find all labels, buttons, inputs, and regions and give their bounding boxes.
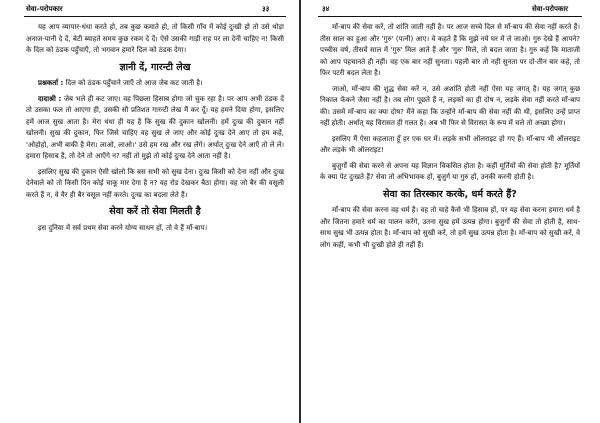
answer-text: जेब भले ही कट जाए। वह पिछला हिसाब होगा जो चुक रहा है। पर आप अभी ठंडक दें तो उसका फल तो आएगा ही, उसकी सौ प्रतिशत गारन्टी लेख मैं कर दूँ। यह हमने दिया होगा, इसलिए हमें आज सुख आता है। मेरा धंधा ही यह है कि सुख की दुकान खोलनी। हमें दुःख की दुकान नहीं खोलनी। सुख की दुकान, फिर जिसे चाहिए वह सुख ले जाए और कोई दुःख देने आए तो हम कहें, 'ओहोहो, अभी बाकी है मेरा। लाओ, लाओ।' उसे हम रख और रख लेंगे। अर्थात् दुःख देने आएँ तो ले लें। हमारा हिसाब है, तो देने तो आएँगे न? नहीं तो मुझे तो कोई दुःख देने आता नहीं है। xyxy=(26,94,284,160)
answer-paragraph xyxy=(26,94,284,163)
paragraph: माँ-बाप की सेवा करना वह धर्म है। वह तो चाहे कैसे भी हिसाब हों, पर यह सेवा करना हमारा धर्म है और जितना हमारे धर्म का पालन करेंगे, उतना सुख हमें उत्पन्न होगा। बुजुर्गों की सेवा तो होती है, साथ-साथ सुख भी उत्पन्न होता है। माँ-बाप को सुखी करें, तो हमें सुख उत्पन्न होता है। माँ-बाप को सुखी करें, वे लोग कहीं, कभी भी दुःखी होते ही नहीं हैं। xyxy=(320,206,580,249)
header-rule xyxy=(318,16,582,17)
section-heading: ज्ञानी दें, गारन्टी लेख xyxy=(119,61,191,73)
section-heading: सेवा का तिरस्कार करके, धर्म करते हैं? xyxy=(383,188,517,200)
paragraph: यह आप व्यापार-धंधा करते हो, तब कुछ कमाते हो, तो किसी गाँव में कोई दुःखी हो तो उसे थोड़ा अनाज-पानी दे दें, बेटी ब्याहते समय कुछ रकम दे दें। ऐसे उसकी गाड़ी राह पर ला देनी चाहिए न! किसी के दिल को ठंडक पहुँचाएँ, तो भगवान हमारे दिल को ठंडक देगा। xyxy=(26,23,284,54)
page-number: ३४ xyxy=(322,5,330,13)
paragraph: जाओ, माँ-बाप की शुद्ध सेवा करें न, उसे अशांति होती नहीं ऐसा यह जगत् है। यह जगत् कुछ निकाल फेंकने जैसा नहीं है। तब लोग पूछते हैं न, लड़कों का ही दोष न, लड़के सेवा नहीं करते माँ-बाप की। उसमें माँ-बाप का क्या दोष? मैंने कहा कि उन्होंने माँ-बाप की सेवा नहीं की थी, इसलिए उन्हें प्राप्त नहीं होती। अर्थात् यह विरासत ही गलत है। अब भी फिर से विरासत के रूप में चले तो अच्छा होगा। xyxy=(320,84,580,127)
speaker-label: प्रश्नकर्ता : xyxy=(38,79,64,87)
question-paragraph xyxy=(26,78,284,90)
paragraph: माँ-बाप की सेवा करें, तो शांति जाती नहीं है। पर आज सच्चे दिल से माँ-बाप की सेवा नहीं करते हैं। तीस साल का हुआ और 'गुरु' (पत्नी) आए। वे कहते हैं कि मुझे नये घर में ले जाओ। गुरु देखे हैं आपने? पच्चीस वर्ष, तीसवें साल में 'गुरु' मिल आते हैं और 'गुरु' मिले, तो बदल जाता है। गुरु कहें कि माताजी को आप पहचानते ही नहीं। वह एक बार नहीं सुनता। पहली बार तो नहीं सुनता पर दो-तीन बार कहे, तो फिर पटरी बदल लेता है। xyxy=(320,23,580,77)
running-header-title: सेवा-परोपकार xyxy=(532,5,569,13)
question-text: दिल को ठंडक पहुँचाने जाएँ तो आज जेब कट जाती है। xyxy=(65,79,203,87)
right-page xyxy=(300,0,600,423)
page-number: ३३ xyxy=(262,5,270,13)
running-header-title: सेवा–परोपकार xyxy=(26,5,63,13)
paragraph: इसलिए सुख की दुकान ऐसी खोलो कि बस सभी को सुख देना। दुःख किसी को देना नहीं और दुःख देनेवाले को तो किसी दिन कोई चाकू मार देगा है न? वह रोड देखकर बैठा होगा। वह जो बैर की वसूली करते हैं न, वे वैर ही बैर वसूल नहीं करते। दुःख का बदला लेते हैं। xyxy=(26,167,284,199)
page-body xyxy=(26,22,284,238)
page-body xyxy=(320,22,580,255)
paragraph: बुजुर्गों की सेवा करने से अपना यह विज्ञान विकसित होता है। कहीं मूर्तियों की सेवा होती है? मूर्तियों के क्या पेट दुःखते हैं? सेवा तो अभिभावक हों, बुजुर्ग या गुरु हों, उनकी करनी होती है। xyxy=(320,161,580,181)
speaker-label: दादाश्री : xyxy=(38,94,62,103)
paragraph: इस दुनिया में सर्व प्रथम सेवा करने योग्य साधन हों, तो वे हैं माँ-बाप। xyxy=(38,223,208,232)
section-heading: सेवा करें तो सेवा मिलती है xyxy=(109,206,201,217)
header-rule xyxy=(24,16,286,17)
paragraph: इसलिए मैं ऐसा कहलाता हूँ हर एक घर में। लड़के सभी ऑलराइट हो गए हैं। माँ-बाप भी ऑलराइट और लड़के भी ऑलराइट! xyxy=(320,134,580,154)
